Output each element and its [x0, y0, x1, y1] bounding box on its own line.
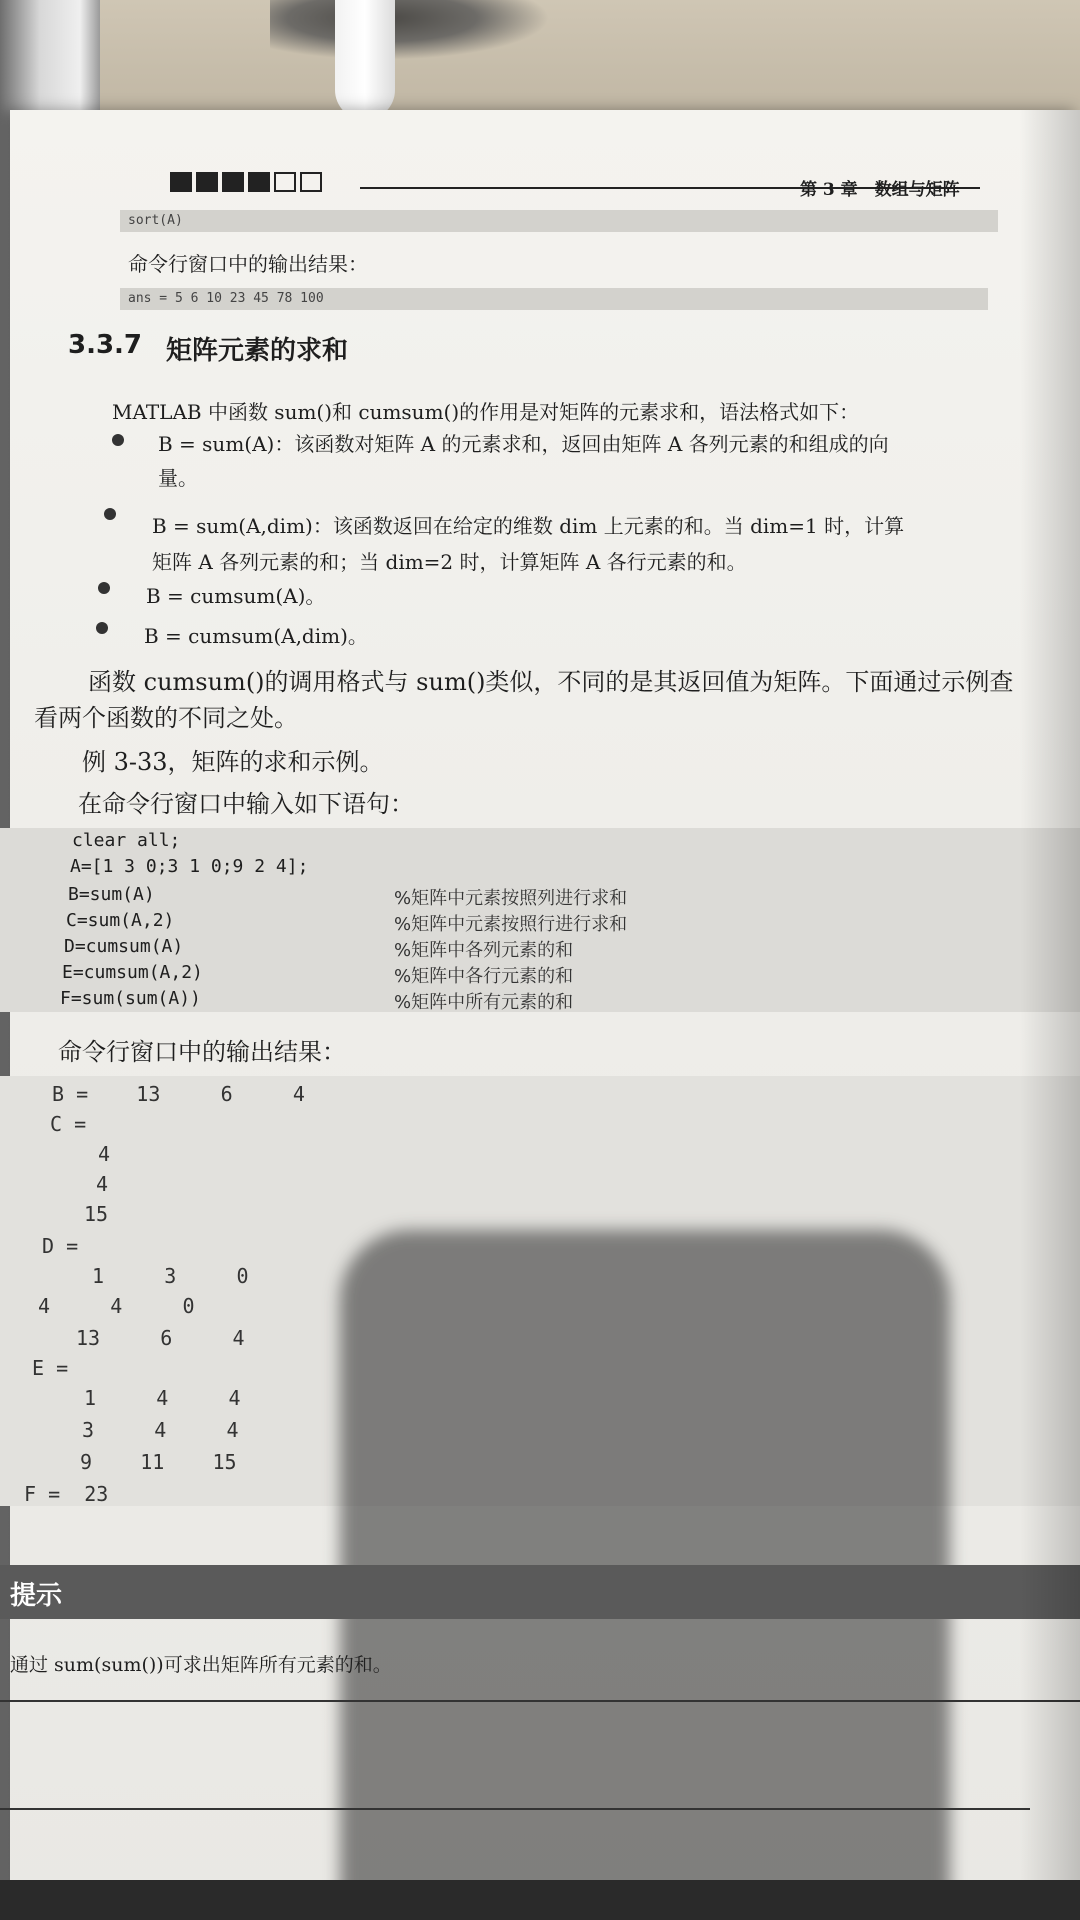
example-intro: 在命令行窗口中输入如下语句：: [78, 790, 414, 818]
output-c-row: 4: [98, 1142, 111, 1166]
cable-photo: [335, 0, 395, 120]
output-b: B = 13 6 4: [52, 1082, 305, 1106]
tip-header-bar: [0, 1565, 1080, 1619]
intro-paragraph: MATLAB 中函数 sum()和 cumsum()的作用是对矩阵的元素求和，语法格式如下：: [112, 400, 860, 424]
code-line: F=sum(sum(A)): [60, 988, 201, 1009]
output-d-row: 1 3 0: [92, 1264, 249, 1288]
output-e-row: 3 4 4: [82, 1418, 239, 1442]
paragraph-line2: 看两个函数的不同之处。: [34, 704, 298, 732]
bottom-dark-band: [0, 1880, 1080, 1920]
chapter-label: 第 3 章 数组与矩阵: [800, 180, 960, 200]
output-f: F = 23: [24, 1482, 109, 1506]
code-line: A=[1 3 0;3 1 0;9 2 4];: [70, 856, 309, 877]
keys-photo: [270, 0, 550, 60]
bullet-icon: [98, 582, 110, 594]
example-title: 例 3-33，矩阵的求和示例。: [82, 748, 384, 776]
output-c-label: C =: [50, 1112, 87, 1136]
output-d-row: 4 4 0: [38, 1294, 195, 1318]
output-d-label: D =: [42, 1234, 79, 1258]
tip-bottom-rule: [0, 1700, 1080, 1702]
page-bottom-rule: [0, 1808, 1030, 1810]
bullet-2-line1: B = sum(A,dim)：该函数返回在给定的维数 dim 上元素的和。当 dim=1 时，计算: [152, 514, 905, 538]
bullet-icon: [112, 434, 124, 446]
code-line: clear all;: [72, 830, 181, 851]
bullet-icon: [96, 622, 108, 634]
code-line: D=cumsum(A): [64, 936, 184, 957]
bullet-1-line1: B = sum(A)：该函数对矩阵 A 的元素求和，返回由矩阵 A 各列元素的和组成的向: [158, 432, 889, 456]
page-right-shadow: [1020, 110, 1080, 1920]
bullet-4: B = cumsum(A,dim)。: [144, 624, 368, 648]
output-c-row: 15: [84, 1202, 109, 1226]
bullet-icon: [104, 508, 116, 520]
output-e-row: 1 4 4: [84, 1386, 241, 1410]
code-comment: %矩阵中各列元素的和: [394, 940, 574, 961]
code-comment: %矩阵中各行元素的和: [394, 966, 574, 987]
bullet-3: B = cumsum(A)。: [146, 584, 326, 608]
bullet-2-line2: 矩阵 A 各列元素的和；当 dim=2 时，计算矩阵 A 各行元素的和。: [152, 550, 747, 574]
output-c-row: 4: [96, 1172, 109, 1196]
output-e-label: E =: [32, 1356, 69, 1380]
output-caption-top: 命令行窗口中的输出结果：: [128, 252, 368, 276]
code-line: C=sum(A,2): [66, 910, 175, 931]
code-line-sort: sort(A): [120, 210, 998, 232]
tip-title: 提示: [10, 1581, 63, 1611]
code-comment: %矩阵中元素按照行进行求和: [394, 914, 628, 935]
output-e-row: 9 11 15: [80, 1450, 237, 1474]
code-comment: %矩阵中所有元素的和: [394, 992, 574, 1013]
output-caption: 命令行窗口中的输出结果：: [58, 1038, 346, 1066]
code-line: B=sum(A): [68, 884, 155, 905]
output-d-row: 13 6 4: [76, 1326, 245, 1350]
section-title: 矩阵元素的求和: [166, 336, 349, 366]
paragraph-line1: 函数 cumsum()的调用格式与 sum()类似，不同的是其返回值为矩阵。下面通过示例查: [88, 668, 1014, 696]
tip-text: 通过 sum(sum())可求出矩阵所有元素的和。: [10, 1654, 392, 1676]
bullet-1-line2: 量。: [158, 466, 198, 490]
code-comment: %矩阵中元素按照列进行求和: [394, 888, 628, 909]
header-decoration: [170, 172, 322, 192]
code-line: E=cumsum(A,2): [62, 962, 203, 983]
ans-line: ans = 5 6 10 23 45 78 100: [120, 288, 988, 310]
section-number: 3.3.7: [68, 330, 143, 360]
